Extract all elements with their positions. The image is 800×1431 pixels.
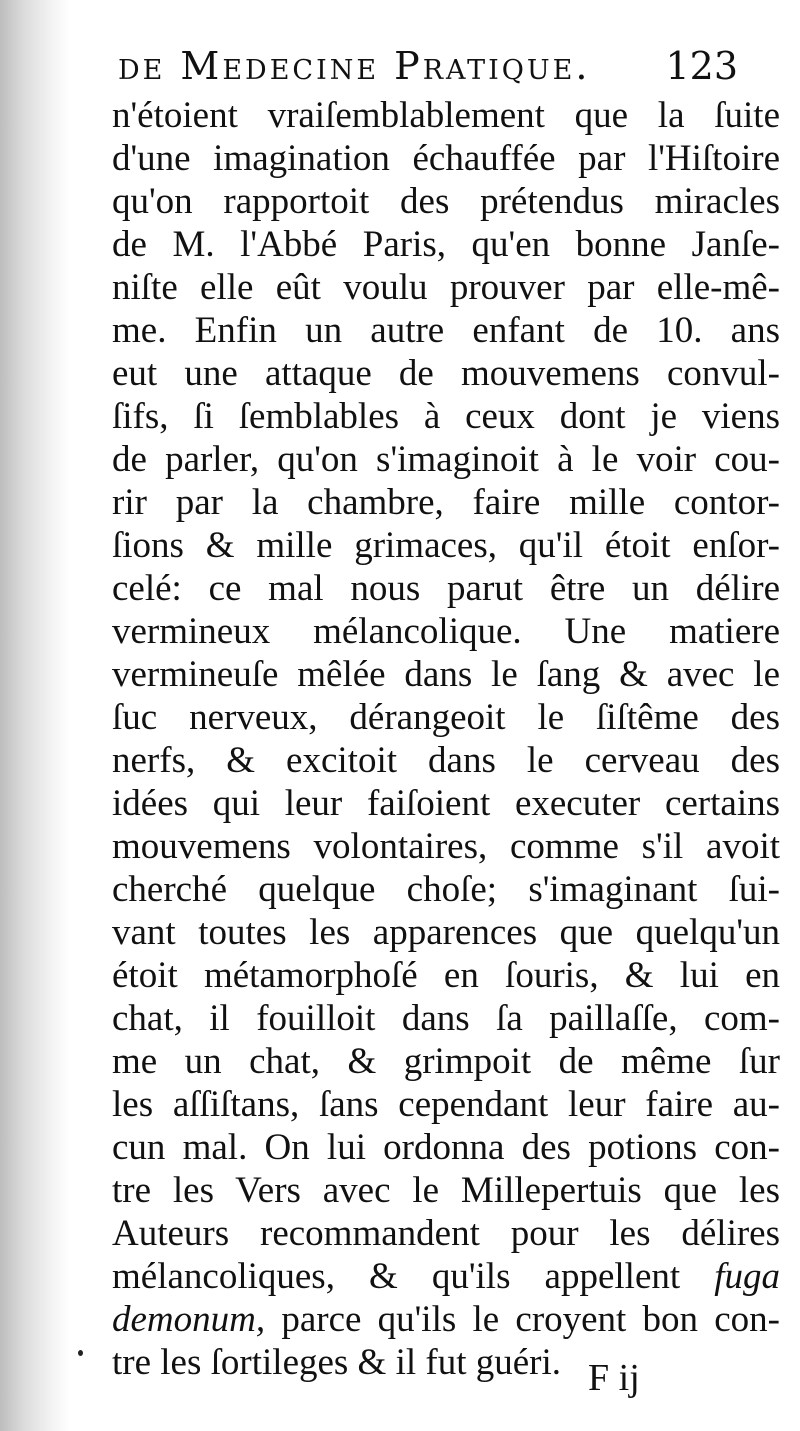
- text-line: cherché quelque choſe; s'imaginant ſui-: [112, 869, 780, 910]
- text-line: niſte elle eût voulu prouver par elle-mê-: [112, 267, 780, 308]
- italic-word: demonum,: [112, 1299, 266, 1340]
- text-line: vermineuſe mêlée dans le ſang & avec le: [112, 654, 780, 695]
- text-line: de parler, qu'on s'imaginoit à le voir cou-: [112, 439, 780, 480]
- text-segment: mélancoliques, & qu'ils appellent: [112, 1256, 681, 1297]
- text-line: vermineux mélancolique. Une matiere: [112, 611, 780, 652]
- page-header: [118, 44, 758, 96]
- text-line: les aſſiſtans, ſans cependant leur faire au-: [112, 1084, 780, 1125]
- text-line: qu'on rapportoit des prétendus miracles: [112, 181, 780, 222]
- page-number: 123: [665, 44, 738, 88]
- text-line-with-italic: [112, 1255, 780, 1298]
- text-line: nerfs, & excitoit dans le cerveau des: [112, 740, 780, 781]
- text-line: d'une imagination échauffée par l'Hiſtoire: [112, 138, 780, 179]
- text-line: me. Enfin un autre enfant de 10. ans: [112, 310, 780, 351]
- text-line: tre les ſortileges & il fut guéri.: [112, 1342, 562, 1383]
- gutter-shadow: [0, 0, 70, 1431]
- text-line: celé: ce mal nous parut être un délire: [112, 568, 780, 609]
- text-line: tre les Vers avec le Millepertuis que les: [112, 1170, 780, 1211]
- text-line: n'étoient vraiſemblablement que la ſuite: [112, 95, 780, 136]
- text-line: cun mal. On lui ordonna des potions con-: [112, 1127, 780, 1168]
- text-line-with-italic: [112, 1298, 780, 1341]
- text-line: étoit métamorphoſé en ſouris, & lui en: [112, 955, 780, 996]
- signature-mark: F ij: [588, 1357, 640, 1399]
- text-line: Auteurs recommandent pour les délires: [112, 1213, 780, 1254]
- text-line: ſifs, ſi ſemblables à ceux dont je viens: [112, 396, 780, 437]
- text-segment: parce qu'ils le croyent bon con-: [281, 1299, 781, 1340]
- running-head: de Medecine Pratique.: [118, 44, 591, 88]
- text-line: vant toutes les apparences que quelqu'un: [112, 912, 780, 953]
- text-line: rir par la chambre, faire mille contor-: [112, 482, 780, 523]
- body-text: [112, 94, 780, 1384]
- text-line: ſuc nerveux, dérangeoit le ſiſtême des: [112, 697, 780, 738]
- text-line: eut une attaque de mouvemens convul-: [112, 353, 780, 394]
- text-line: chat, il fouilloit dans ſa paillaſſe, com-: [112, 998, 780, 1039]
- ink-speck: [78, 1350, 83, 1356]
- text-line: idées qui leur faiſoient executer certains: [112, 783, 780, 824]
- text-line: de M. l'Abbé Paris, qu'en bonne Janſe-: [112, 224, 780, 265]
- text-line: me un chat, & grimpoit de même ſur: [112, 1041, 780, 1082]
- text-line: mouvemens volontaires, comme s'il avoit: [112, 826, 780, 867]
- italic-word: fuga: [714, 1256, 780, 1297]
- text-line: ſions & mille grimaces, qu'il étoit enſor-: [112, 525, 780, 566]
